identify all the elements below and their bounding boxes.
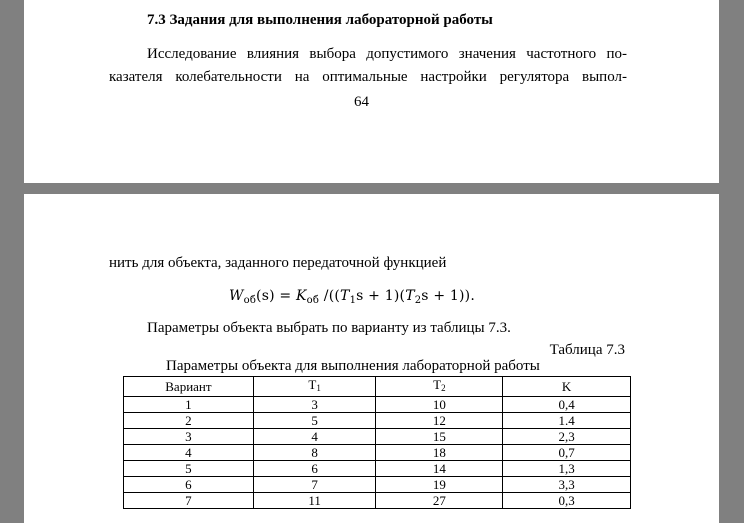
formula-t1-subscript: 1 xyxy=(349,295,357,306)
table-row xyxy=(124,461,631,477)
cell-t2: 12 xyxy=(376,413,503,429)
formula-t2: T xyxy=(405,288,415,304)
cell-t1: 11 xyxy=(253,493,376,509)
table-row xyxy=(124,429,631,445)
cell-t1: 3 xyxy=(253,397,376,413)
table-label: Таблица 7.3 xyxy=(549,342,625,358)
intro-paragraph xyxy=(109,43,627,89)
cell-variant: 2 xyxy=(124,413,254,429)
table-row xyxy=(124,397,631,413)
cell-k: 3,3 xyxy=(503,477,631,493)
cell-k: 0,7 xyxy=(503,445,631,461)
cell-t2: 27 xyxy=(376,493,503,509)
formula-w: W xyxy=(229,288,244,304)
table-title: Параметры объекта для выполнения лабораторной работы xyxy=(166,358,540,374)
cell-t1: 5 xyxy=(253,413,376,429)
header-t2-base: T xyxy=(433,377,442,392)
cell-variant: 4 xyxy=(124,445,254,461)
header-t2 xyxy=(376,377,503,397)
formula-k-subscript: об xyxy=(306,295,320,306)
transfer-function-formula xyxy=(229,288,475,306)
formula-denominator-open: /(( xyxy=(319,288,341,304)
cell-variant: 3 xyxy=(124,429,254,445)
cell-t1: 7 xyxy=(253,477,376,493)
header-t2-subscript: 2 xyxy=(441,383,446,393)
table-row xyxy=(124,413,631,429)
cell-k: 1.4 xyxy=(503,413,631,429)
page-65-top xyxy=(24,194,719,523)
formula-t1-rest: s + 1)( xyxy=(356,288,406,304)
table-row xyxy=(124,493,631,509)
intro-paragraph-line-1: Исследование влияния выбора допустимого значения частотного по- xyxy=(147,46,627,62)
cell-k: 2,3 xyxy=(503,429,631,445)
header-t1-subscript: 1 xyxy=(316,383,321,393)
params-sentence: Параметры объекта выбрать по варианту из таблицы 7.3. xyxy=(147,320,511,336)
formula-t2-rest: s + 1)). xyxy=(421,288,475,304)
cell-variant: 5 xyxy=(124,461,254,477)
paragraph-continuation: нить для объекта, заданного передаточной функцией xyxy=(109,255,447,271)
cell-t1: 8 xyxy=(253,445,376,461)
cell-variant: 1 xyxy=(124,397,254,413)
cell-k: 0,3 xyxy=(503,493,631,509)
cell-variant: 7 xyxy=(124,493,254,509)
formula-t1: T xyxy=(340,288,350,304)
formula-t2-subscript: 2 xyxy=(414,295,422,306)
page-64-bottom xyxy=(24,0,719,183)
table-row xyxy=(124,445,631,461)
intro-paragraph-line-2: казателя колебательности на оптимальные настройки регулятора выпол- xyxy=(109,69,627,85)
header-k: K xyxy=(503,377,631,397)
cell-t2: 10 xyxy=(376,397,503,413)
cell-k: 1,3 xyxy=(503,461,631,477)
cell-t2: 15 xyxy=(376,429,503,445)
cell-t2: 14 xyxy=(376,461,503,477)
table-header-row xyxy=(124,377,631,397)
cell-t1: 6 xyxy=(253,461,376,477)
header-t1-base: T xyxy=(308,377,317,392)
formula-equals: = xyxy=(274,288,296,304)
cell-t2: 18 xyxy=(376,445,503,461)
header-t1 xyxy=(253,377,376,397)
table-row xyxy=(124,477,631,493)
section-heading: 7.3 Задания для выполнения лабораторной работы xyxy=(147,12,493,28)
header-variant: Вариант xyxy=(124,377,254,397)
cell-t1: 4 xyxy=(253,429,376,445)
page-number: 64 xyxy=(354,94,369,110)
formula-w-arg: (s) xyxy=(256,288,275,304)
cell-variant: 6 xyxy=(124,477,254,493)
cell-t2: 19 xyxy=(376,477,503,493)
formula-k: K xyxy=(296,288,307,304)
formula-w-subscript: об xyxy=(243,295,257,306)
parameters-table xyxy=(123,376,631,509)
cell-k: 0,4 xyxy=(503,397,631,413)
